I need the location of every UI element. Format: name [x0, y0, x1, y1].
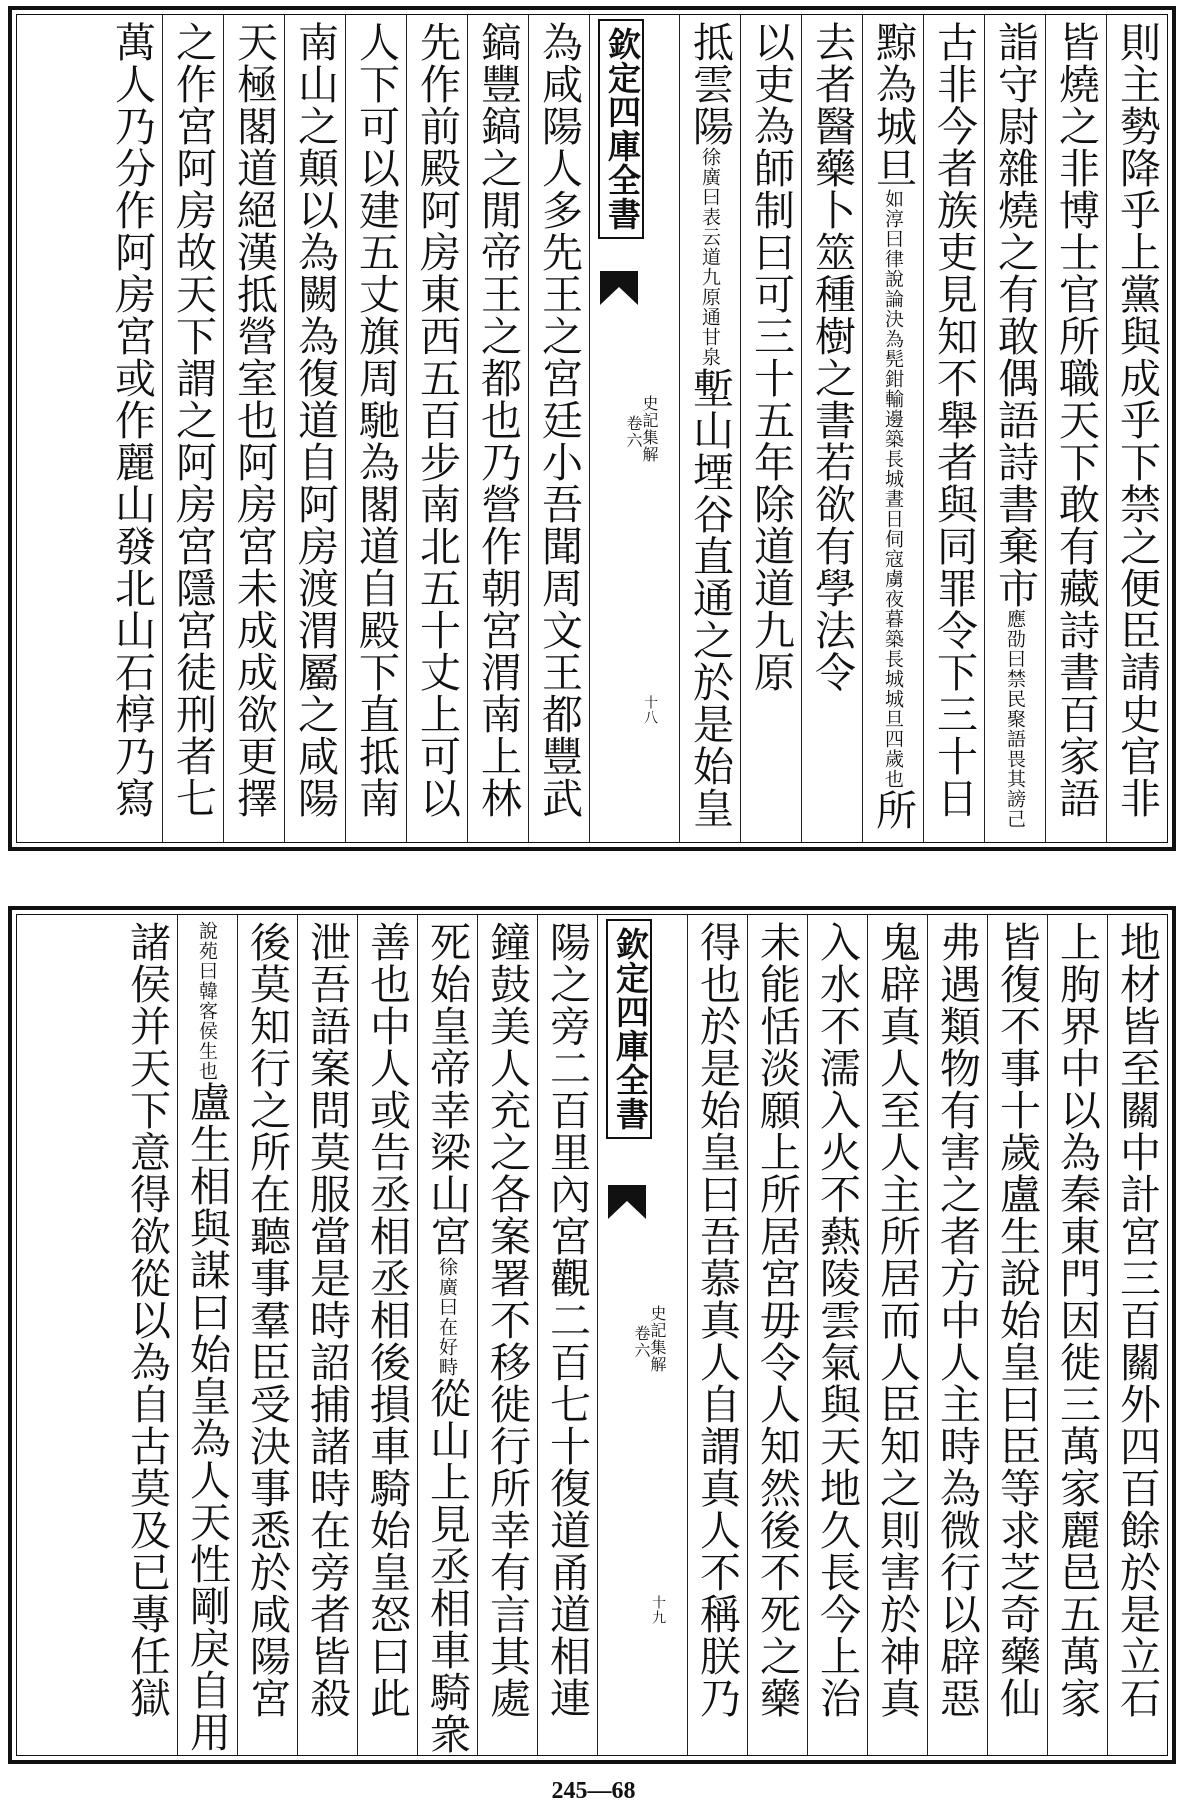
text-column: 鬼辟真人至人主所居而人臣知之則害於神真 [867, 915, 927, 1755]
collection-title: 欽定四庫全書 [598, 19, 644, 239]
text-column: 說苑曰韓客侯生也盧生相與謀曰始皇為人天性剛戾自用 [177, 915, 237, 1755]
collection-title: 欽定四庫全書 [606, 919, 652, 1139]
text-column: 得也於是始皇曰吾慕真人自謂真人不稱朕乃 [687, 915, 747, 1755]
commentary-note: 應劭曰禁民聚語畏其謗己 [1004, 609, 1026, 829]
bottom-page-columns [16, 914, 1168, 1756]
text-column: 天極閣道絕漢抵營室也阿房宮未成成欲更擇 [223, 15, 284, 842]
text-column: 弗遇類物有害之者方中人主時為微行以辟惡 [927, 915, 987, 1755]
folio-number: 十八 [642, 695, 658, 725]
folio-number: 十九 [650, 1595, 666, 1625]
commentary-note: 如淳曰律說論決為髡鉗輸邊築長城晝日伺寇虜夜暮築長城城旦四歲也 [882, 189, 904, 789]
volume-number: 卷六 [632, 1325, 651, 1359]
text-column: 皆復不事十歲盧生說始皇曰臣等求芝奇藥仙 [987, 915, 1047, 1755]
text-column: 陽之旁二百里內宮觀二百七十復道甬道相連 [537, 915, 597, 1755]
volume-number: 卷六 [624, 415, 643, 449]
text-column: 鐘鼓美人充之各案署不移徙行所幸有言其處 [477, 915, 537, 1755]
text-column: 先作前殿阿房東西五百步南北五十丈上可以 [406, 15, 467, 842]
text-column: 為咸陽人多先王之宮廷小吾聞周文王都豐武 [528, 15, 589, 842]
center-fold [597, 915, 687, 1755]
text-column: 上朐界中以為秦東門因徙三萬家麗邑五萬家 [1047, 915, 1107, 1755]
text-column: 南山之顛以為闕為復道自阿房渡渭屬之咸陽 [284, 15, 345, 842]
text-column: 人下可以建五丈旗周馳為閣道自殿下直抵南 [345, 15, 406, 842]
commentary-note: 徐廣曰表云道九原通甘泉 [699, 147, 721, 367]
text-column: 死始皇帝幸梁山宮徐廣曰在好畤從山上見丞相車騎衆 [417, 915, 477, 1755]
center-fold [589, 15, 679, 842]
text-column: 之作宮阿房故天下謂之阿房宮隱宮徒刑者七 [162, 15, 223, 842]
text-column: 善也中人或告丞相丞相後損車騎始皇怒曰此 [357, 915, 417, 1755]
top-page-columns [16, 14, 1168, 843]
text-column: 入水不濡入火不爇陵雲氣與天地久長今上治 [807, 915, 867, 1755]
text-column: 以吏為師制曰可三十五年除道道九原 [740, 15, 801, 842]
text-column: 萬人乃分作阿房宮或作麗山發北山石椁乃寫 [108, 21, 156, 819]
bottom-page [8, 906, 1176, 1764]
page-number: 245—68 [551, 1778, 636, 1804]
text-column: 鎬豐鎬之閒帝王之都也乃營作朝宮渭南上林 [467, 15, 528, 842]
text-column: 地材皆至關中計宮三百關外四百餘於是立石 [1107, 915, 1167, 1755]
commentary-note: 說苑曰韓客侯生也 [196, 921, 218, 1081]
text-column: 去者醫藥卜筮種樹之書若欲有學法令 [801, 15, 862, 842]
fish-tail-mark-icon [608, 1185, 646, 1219]
top-page [8, 6, 1176, 851]
book-title: 史記集解 [640, 395, 659, 463]
text-column: 黥為城旦如淳曰律說論決為髡鉗輸邊築長城晝日伺寇虜夜暮築長城城旦四歲也所 [862, 15, 923, 842]
text-column: 未能恬淡願上所居宮毋令人知然後不死之藥 [747, 915, 807, 1755]
text-column: 抵雲陽徐廣曰表云道九原通甘泉塹山堙谷直通之於是始皇 [679, 15, 740, 842]
text-column: 詣守尉雜燒之有敢偶語詩書棄市應劭曰禁民聚語畏其謗己 [984, 15, 1045, 842]
book-title: 史記集解 [648, 1305, 667, 1373]
text-column: 古非今者族吏見知不舉者與同罪令下三十日 [923, 15, 984, 842]
commentary-note: 徐廣曰在好畤 [436, 1257, 458, 1377]
text-column: 後莫知行之所在聽事羣臣受決事悉於咸陽宮 [237, 915, 297, 1755]
text-column: 則主勢降乎上黨與成乎下禁之便臣請史官非 [1106, 15, 1167, 842]
text-column: 泄吾語案問莫服當是時詔捕諸時在旁者皆殺 [297, 915, 357, 1755]
fish-tail-mark-icon [600, 271, 638, 305]
text-column: 皆燒之非博士官所職天下敢有藏詩書百家語 [1045, 15, 1106, 842]
text-column: 諸侯并天下意得欲從以為自古莫及已專任獄 [123, 921, 171, 1719]
